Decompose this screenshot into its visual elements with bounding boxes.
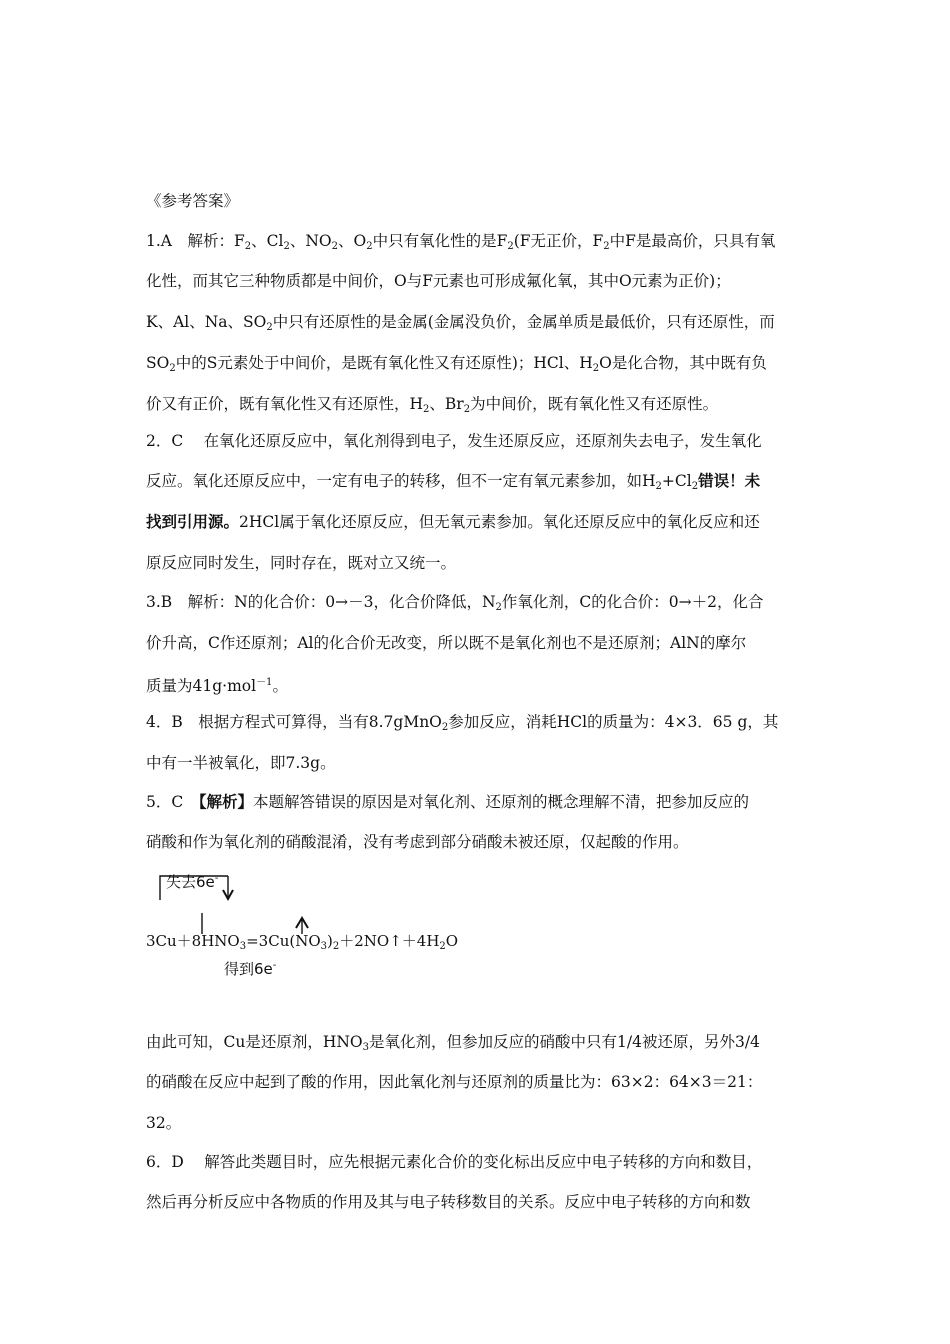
analysis-line-1: 由此可知，Cu是还原剂，$HNO_3$是氧化剂，但参加反应的硝酸中只有1/4被还原，另外3/4 [146,1033,760,1053]
answer-2-line-2: 反应。氧化还原反应中，一定有电子的转移，但不一定有氧元素参加，如$H_2+Cl_2$错误！未 [146,472,761,492]
answer-1-line-4: $SO_2$中的S元素处于中间价，是既有氧化性又有还原性)；HCl、$H_2O$是化合物，其中既有负 [146,354,767,374]
answer-1-line-2: 化性，而其它三种物质都是中间价，O与F元素也可形成氟化氧，其中O元素为正价)； [146,272,731,290]
answer-3-line-3: 质量为41g·mol$^{-1}$。 [146,677,288,695]
answer-2-line-1: 2．C 在氧化还原反应中，氧化剂得到电子，发生还原反应，还原剂失去电子，发生氧化 [146,432,762,450]
answer-6-line-1: 6．D 解答此类题目时，应先根据元素化合价的变化标出反应中电子转移的方向和数目， [146,1153,763,1171]
answer-5-line-1: 5．C 【解析】本题解答错误的原因是对氧化剂、还原剂的概念理解不清，把参加反应的 [146,793,750,811]
answer-4-line-1: 4．B 根据方程式可算得，当有8.7gMnO$_2$参加反应，消耗HCl的质量为：4×3．65 g，其 [146,713,779,733]
answer-3-line-1: 3.B 解析：N的化合价：0→－3，化合价降低，$N_2$作氧化剂，C的化合价：0→＋2，化合 [146,593,764,613]
gain-electrons-label: 得到6e- [224,960,277,978]
reaction-equation: $3Cu+8HNO_3=3Cu(NO_3)_2+2NO↑+4H_2O$ [146,932,459,952]
answer-2-line-3: 找到引用源。2HCl属于氧化还原反应，但无氧元素参加。氧化还原反应中的氧化反应和还 [146,513,760,531]
answer-1-line-5: 价又有正价，既有氧化性又有还原性，$H_2$、$Br_2$为中间价，既有氧化性又有还原性。 [146,395,719,415]
answer-1-line-3: K、Al、Na、$SO_2$中只有还原性的是金属(金属没负价，金属单质是最低价，只有还原性，而 [146,313,775,333]
lose-electrons-label: 失去6e- [166,873,219,891]
electron-transfer-diagram [146,868,459,988]
heading: 《参考答案》 [146,192,240,210]
answer-1-line-1: 1.A 解析：$F_2$、$Cl_2$、$NO_2$、$O_2$中只有氧化性的是$F_2(F$无正价，$F_2$中F是最高价，只具有氧 [146,232,776,252]
analysis-line-3: 32。 [146,1114,182,1132]
answer-6-line-2: 然后再分析反应中各物质的作用及其与电子转移数目的关系。反应中电子转移的方向和数 [146,1193,751,1211]
answer-3-line-2: 价升高，C作还原剂；Al的化合价无改变，所以既不是氧化剂也不是还原剂；AlN的摩尔 [146,634,747,652]
answer-4-line-2: 中有一半被氧化，即7.3g。 [146,754,336,772]
error-reference-text: 错误！未 [698,472,761,490]
analysis-line-2: 的硝酸在反应中起到了酸的作用，因此氧化剂与还原剂的质量比为：63×2：64×3＝21： [146,1073,763,1091]
answer-2-line-4: 原反应同时发生，同时存在，既对立又统一。 [146,554,457,572]
error-reference-text-cont: 找到引用源。 [146,513,240,531]
answer-5-line-2: 硝酸和作为氧化剂的硝酸混淆，没有考虑到部分硝酸未被还原，仅起酸的作用。 [146,833,689,851]
